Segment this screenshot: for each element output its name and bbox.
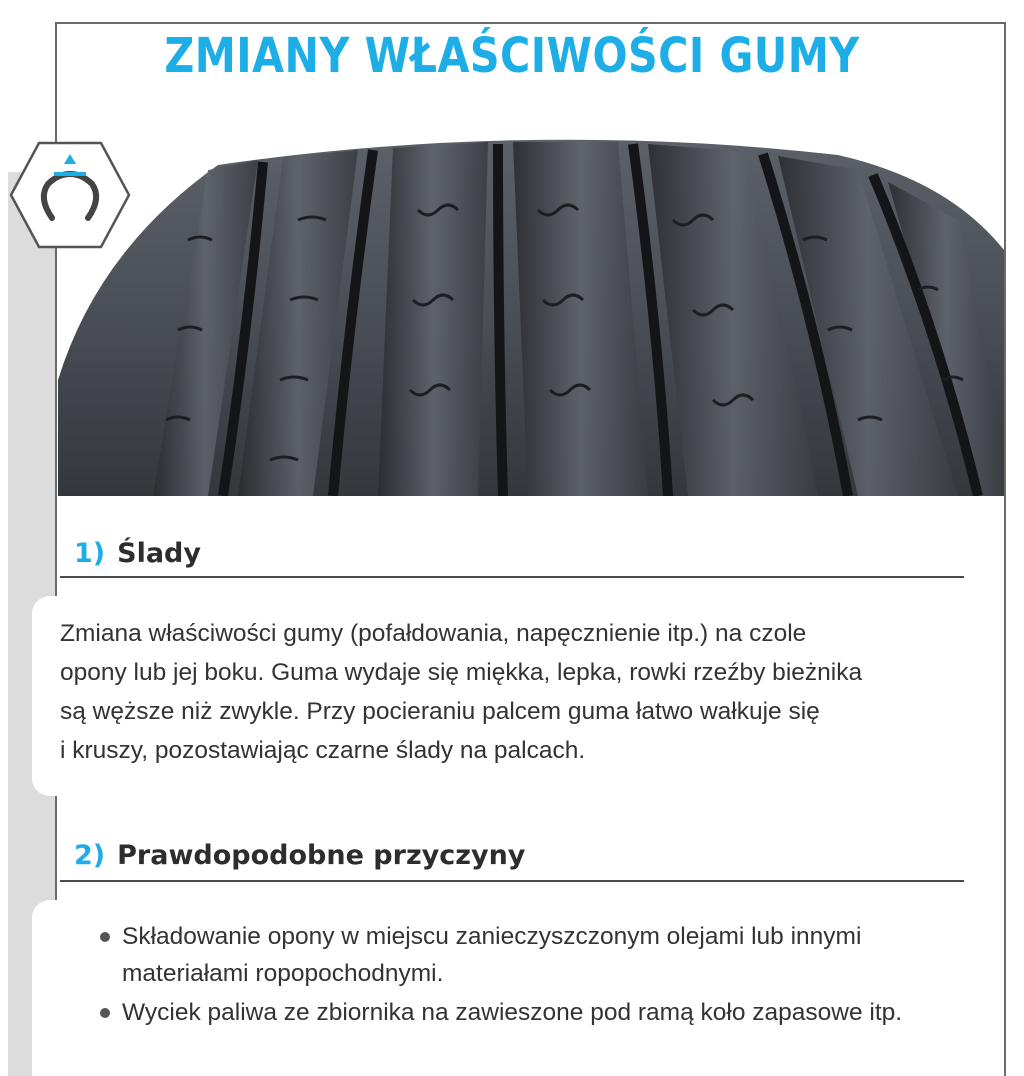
list-item (96, 918, 976, 992)
tire-tread-photo (58, 130, 1004, 496)
text-line: opony lub jej boku. Guma wydaje się miękka, lepka, rowki rzeźby bieżnika (60, 659, 863, 686)
section-2-heading (74, 840, 525, 884)
tire-tread-illustration (58, 130, 1004, 496)
text-line: Zmiana właściwości gumy (pofałdowania, napęcznienie itp.) na czole (60, 620, 807, 647)
text-line: są węższe niż zwykle. Przy pocieraniu palcem guma łatwo wałkuje się (60, 698, 820, 725)
section-1-rule (60, 576, 964, 578)
tire-cross-section-icon (8, 140, 132, 250)
list-item (96, 994, 976, 1031)
cause-list (96, 918, 976, 1033)
list-item-line: Wyciek paliwa ze zbiornika na zawieszone pod ramą koło zapasowe itp. (122, 999, 903, 1026)
list-item-line: Składowanie opony w miejscu zanieczyszczonym olejami lub innymi (122, 923, 862, 950)
bullet-dot-icon (100, 1008, 110, 1018)
section-2-number: 2) (74, 840, 106, 871)
page-title: ZMIANY WŁAŚCIWOŚCI GUMY (164, 28, 860, 84)
section-1-title: Ślady (117, 538, 201, 569)
bullet-dot-icon (100, 932, 110, 942)
section-1-text (60, 614, 970, 770)
list-item-line: materiałami ropopochodnymi. (122, 960, 444, 987)
section-1-number: 1) (74, 538, 106, 569)
text-line: i kruszy, pozostawiając czarne ślady na palcach. (60, 737, 586, 764)
section-2-title: Prawdopodobne przyczyny (117, 840, 526, 871)
section-2-rule (60, 880, 964, 882)
